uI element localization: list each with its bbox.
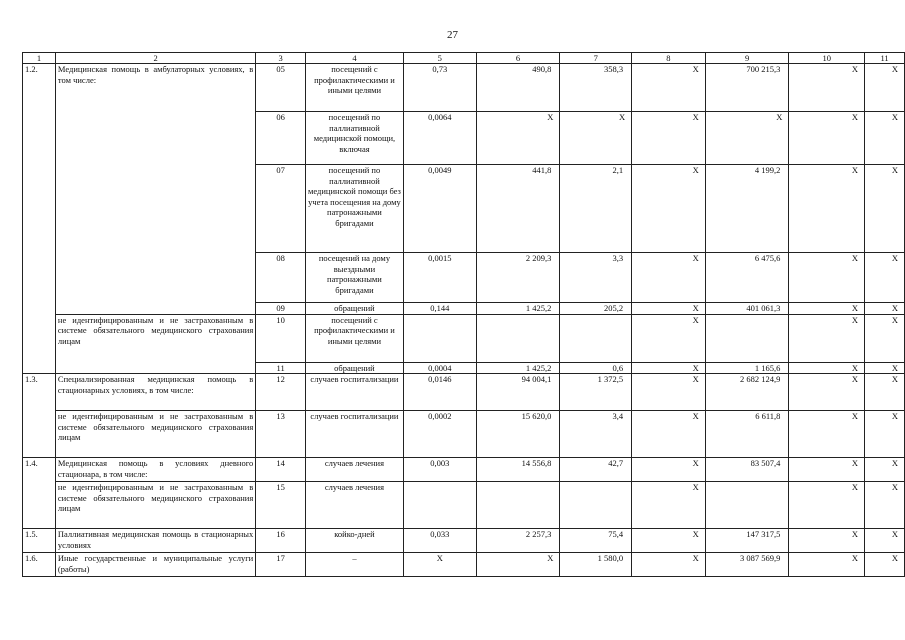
cell-col8: X bbox=[632, 529, 706, 553]
cell-col6: X bbox=[476, 553, 560, 577]
cell-col8: X bbox=[632, 314, 706, 362]
cell-col6: 94 004,1 bbox=[476, 374, 560, 411]
cell-col5: 0,0015 bbox=[403, 253, 476, 303]
cell-col7 bbox=[560, 314, 632, 362]
cell-col10: X bbox=[789, 411, 865, 458]
col-header: 2 bbox=[55, 53, 255, 64]
row-code: 08 bbox=[256, 253, 306, 303]
row-code: 14 bbox=[256, 458, 306, 482]
cell-col6: 1 425,2 bbox=[476, 303, 560, 315]
row-description: Специализированная медицинская помощь в стационарных условиях, в том числе: bbox=[55, 374, 255, 411]
row-code: 07 bbox=[256, 165, 306, 253]
cell-col5: 0,003 bbox=[403, 458, 476, 482]
row-code: 16 bbox=[256, 529, 306, 553]
cell-col11: X bbox=[865, 529, 905, 553]
cell-col5: 0,0002 bbox=[403, 411, 476, 458]
row-unit: случаев лечения bbox=[306, 458, 404, 482]
table-row bbox=[23, 458, 905, 482]
row-number: 1.6. bbox=[23, 553, 56, 577]
cell-col9: 147 317,5 bbox=[705, 529, 789, 553]
cell-col10: X bbox=[789, 362, 865, 374]
col-header: 8 bbox=[632, 53, 706, 64]
cell-col9: X bbox=[705, 112, 789, 165]
cell-col6: 14 556,8 bbox=[476, 458, 560, 482]
cell-col5: 0,73 bbox=[403, 64, 476, 112]
col-header: 5 bbox=[403, 53, 476, 64]
cell-col5: 0,033 bbox=[403, 529, 476, 553]
cell-col5: X bbox=[403, 553, 476, 577]
cell-col10: X bbox=[789, 529, 865, 553]
row-code: 11 bbox=[256, 362, 306, 374]
cell-col5: 0,0064 bbox=[403, 112, 476, 165]
cell-col9: 2 682 124,9 bbox=[705, 374, 789, 411]
row-description: Медицинская помощь в условиях дневного стационара, в том числе: bbox=[55, 458, 255, 482]
row-unit: обращений bbox=[306, 362, 404, 374]
row-number: 1.5. bbox=[23, 529, 56, 553]
cell-col7: 205,2 bbox=[560, 303, 632, 315]
row-unit: посещений с профилактическими и иными целями bbox=[306, 64, 404, 112]
cell-col10: X bbox=[789, 374, 865, 411]
col-header: 9 bbox=[705, 53, 789, 64]
cell-col11: X bbox=[865, 458, 905, 482]
cell-col11: X bbox=[865, 362, 905, 374]
col-header: 6 bbox=[476, 53, 560, 64]
cell-col6: 441,8 bbox=[476, 165, 560, 253]
row-unit: посещений с профилактическими и иными целями bbox=[306, 314, 404, 362]
cell-col8: X bbox=[632, 64, 706, 112]
table-row bbox=[23, 553, 905, 577]
cell-col9: 6 475,6 bbox=[705, 253, 789, 303]
cell-col5: 0,144 bbox=[403, 303, 476, 315]
cell-col5 bbox=[403, 314, 476, 362]
row-unit: посещений по паллиативной медицинской помощи, включая bbox=[306, 112, 404, 165]
cell-col8: X bbox=[632, 374, 706, 411]
cell-col9: 3 087 569,9 bbox=[705, 553, 789, 577]
row-unit: койко-дней bbox=[306, 529, 404, 553]
cell-col9: 1 165,6 bbox=[705, 362, 789, 374]
row-code: 06 bbox=[256, 112, 306, 165]
cell-col11: X bbox=[865, 482, 905, 529]
cell-col11: X bbox=[865, 303, 905, 315]
row-unit: обращений bbox=[306, 303, 404, 315]
col-header: 3 bbox=[256, 53, 306, 64]
cell-col7: 1 372,5 bbox=[560, 374, 632, 411]
cell-col11: X bbox=[865, 374, 905, 411]
col-header: 10 bbox=[789, 53, 865, 64]
row-unit: случаев госпитализации bbox=[306, 374, 404, 411]
cell-col10: X bbox=[789, 314, 865, 362]
row-description: не идентифицированным и не застрахованным в системе обязательного медицинского страхования лицам bbox=[55, 314, 255, 374]
cell-col5: 0,0146 bbox=[403, 374, 476, 411]
row-code: 09 bbox=[256, 303, 306, 315]
cell-col10: X bbox=[789, 458, 865, 482]
row-unit: случаев лечения bbox=[306, 482, 404, 529]
cell-col8: X bbox=[632, 253, 706, 303]
cell-col9 bbox=[705, 314, 789, 362]
cell-col7: 42,7 bbox=[560, 458, 632, 482]
row-number: 1.4. bbox=[23, 458, 56, 529]
cell-col10: X bbox=[789, 303, 865, 315]
row-code: 10 bbox=[256, 314, 306, 362]
row-unit: – bbox=[306, 553, 404, 577]
cell-col9: 401 061,3 bbox=[705, 303, 789, 315]
row-code: 13 bbox=[256, 411, 306, 458]
cell-col9: 700 215,3 bbox=[705, 64, 789, 112]
row-number: 1.2. bbox=[23, 64, 56, 374]
cell-col6: X bbox=[476, 112, 560, 165]
cell-col7: 1 580,0 bbox=[560, 553, 632, 577]
cell-col8: X bbox=[632, 165, 706, 253]
cell-col5: 0,0004 bbox=[403, 362, 476, 374]
cell-col8: X bbox=[632, 362, 706, 374]
cell-col10: X bbox=[789, 165, 865, 253]
cell-col6: 2 209,3 bbox=[476, 253, 560, 303]
cell-col11: X bbox=[865, 112, 905, 165]
cell-col6: 15 620,0 bbox=[476, 411, 560, 458]
cell-col6: 1 425,2 bbox=[476, 362, 560, 374]
cell-col7: 3,3 bbox=[560, 253, 632, 303]
cell-col10: X bbox=[789, 253, 865, 303]
cell-col10: X bbox=[789, 64, 865, 112]
table-row bbox=[23, 411, 905, 458]
cell-col11: X bbox=[865, 411, 905, 458]
row-number: 1.3. bbox=[23, 374, 56, 458]
cell-col8: X bbox=[632, 411, 706, 458]
cell-col5 bbox=[403, 482, 476, 529]
cell-col10: X bbox=[789, 482, 865, 529]
row-code: 05 bbox=[256, 64, 306, 112]
cell-col8: X bbox=[632, 482, 706, 529]
col-header: 4 bbox=[306, 53, 404, 64]
cell-col8: X bbox=[632, 458, 706, 482]
col-header: 1 bbox=[23, 53, 56, 64]
row-code: 17 bbox=[256, 553, 306, 577]
header-row bbox=[23, 53, 905, 64]
row-description: Паллиативная медицинская помощь в стационарных условиях bbox=[55, 529, 255, 553]
cell-col11: X bbox=[865, 64, 905, 112]
cell-col11: X bbox=[865, 253, 905, 303]
cell-col7: X bbox=[560, 112, 632, 165]
cell-col9: 6 611,8 bbox=[705, 411, 789, 458]
row-code: 12 bbox=[256, 374, 306, 411]
row-unit: посещений по паллиативной медицинской помощи без учета посещения на дому патронажными бригадами bbox=[306, 165, 404, 253]
cell-col7 bbox=[560, 482, 632, 529]
col-header: 11 bbox=[865, 53, 905, 64]
cell-col6 bbox=[476, 314, 560, 362]
table-row bbox=[23, 529, 905, 553]
cell-col8: X bbox=[632, 303, 706, 315]
cell-col8: X bbox=[632, 112, 706, 165]
cell-col7: 75,4 bbox=[560, 529, 632, 553]
table-row bbox=[23, 64, 905, 112]
col-header: 7 bbox=[560, 53, 632, 64]
cell-col6: 490,8 bbox=[476, 64, 560, 112]
table-row bbox=[23, 482, 905, 529]
cell-col11: X bbox=[865, 553, 905, 577]
cell-col6 bbox=[476, 482, 560, 529]
cell-col9 bbox=[705, 482, 789, 529]
row-description: Медицинская помощь в амбулаторных условиях, в том числе: bbox=[55, 64, 255, 315]
services-table bbox=[22, 52, 905, 577]
cell-col11: X bbox=[865, 165, 905, 253]
cell-col8: X bbox=[632, 553, 706, 577]
page-number: 27 bbox=[447, 29, 458, 41]
cell-col7: 3,4 bbox=[560, 411, 632, 458]
table-row bbox=[23, 314, 905, 362]
cell-col7: 2,1 bbox=[560, 165, 632, 253]
row-unit: посещений на дому выездными патронажными бригадами bbox=[306, 253, 404, 303]
row-description: не идентифицированным и не застрахованным в системе обязательного медицинского страхования лицам bbox=[55, 411, 255, 458]
cell-col9: 4 199,2 bbox=[705, 165, 789, 253]
cell-col7: 358,3 bbox=[560, 64, 632, 112]
row-description: Иные государственные и муниципальные услуги (работы) bbox=[55, 553, 255, 577]
cell-col7: 0,6 bbox=[560, 362, 632, 374]
cell-col10: X bbox=[789, 112, 865, 165]
cell-col5: 0,0049 bbox=[403, 165, 476, 253]
cell-col9: 83 507,4 bbox=[705, 458, 789, 482]
row-description: не идентифицированным и не застрахованным в системе обязательного медицинского страхования лицам bbox=[55, 482, 255, 529]
cell-col11: X bbox=[865, 314, 905, 362]
row-unit: случаев госпитализации bbox=[306, 411, 404, 458]
cell-col10: X bbox=[789, 553, 865, 577]
row-code: 15 bbox=[256, 482, 306, 529]
cell-col6: 2 257,3 bbox=[476, 529, 560, 553]
table-row bbox=[23, 374, 905, 411]
